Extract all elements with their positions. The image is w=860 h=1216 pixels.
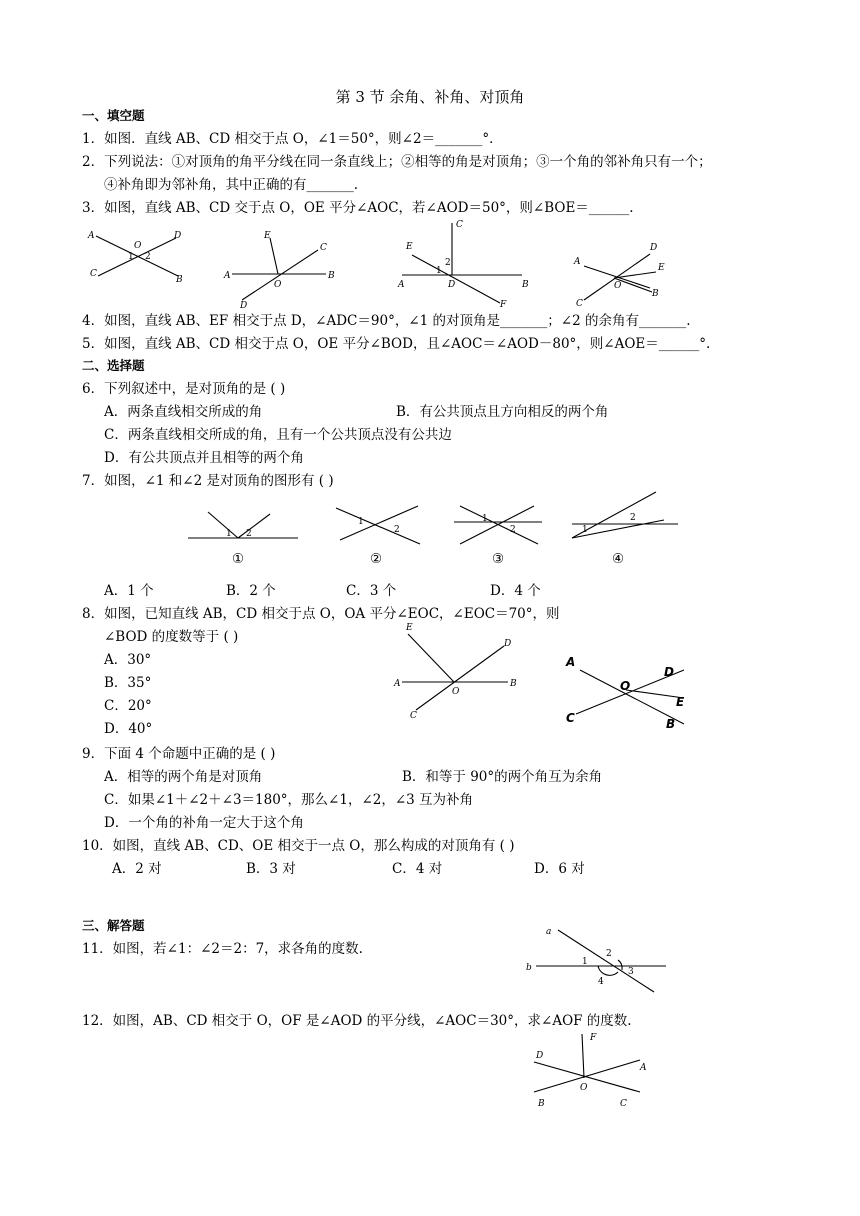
svg-text:F: F (500, 300, 507, 310)
q8-option-b: B．35° (104, 675, 152, 691)
svg-text:A: A (394, 679, 401, 689)
svg-text:D: D (448, 280, 456, 290)
q1-text: 1．如图．直线 AB、CD 相交于点 O，∠1＝50°，则∠2＝_______°． (82, 131, 503, 147)
svg-text:1: 1 (358, 517, 364, 527)
svg-text:C: C (320, 243, 327, 253)
svg-text:A: A (640, 1063, 647, 1073)
svg-text:2: 2 (630, 513, 636, 523)
svg-text:A: A (224, 271, 231, 281)
svg-text:2: 2 (145, 252, 151, 262)
q8-text: 8．如图，已知直线 AB，CD 相交于点 O，OA 平分∠EOC，∠EOC＝70°，则 (82, 606, 560, 622)
svg-text:2: 2 (246, 529, 252, 539)
svg-text:C: C (576, 299, 583, 309)
q6-option-c: C．两条直线相交所成的角，且有一个公共顶点没有公共边 (104, 427, 452, 443)
page-title: 第 3 节 余角、补角、对顶角 (335, 88, 525, 106)
svg-text:4: 4 (598, 977, 604, 987)
q10-option-d: D．6 对 (534, 861, 585, 877)
q10-option-a: A．2 对 (112, 861, 162, 877)
figure-q1 (84, 228, 194, 288)
q2-text: 2．下列说法：①对顶角的角平分线在同一条直线上；②相等的角是对顶角；③一个角的邻补角只有一个； (82, 154, 712, 170)
figure-q4 (396, 217, 536, 310)
svg-text:E: E (676, 695, 685, 709)
svg-text:C: C (90, 269, 97, 279)
svg-text:3: 3 (628, 967, 634, 977)
q9-option-c: C．如果∠1＋∠2＋∠3＝180°，那么∠1，∠2，∠3 互为补角 (104, 792, 474, 808)
figure-label-1: ① (232, 551, 245, 567)
svg-text:C: C (456, 220, 463, 230)
svg-text:C: C (620, 1099, 627, 1109)
svg-text:b: b (526, 963, 532, 973)
svg-text:O: O (620, 679, 631, 693)
svg-text:D: D (650, 243, 658, 253)
figure-q5 (570, 236, 680, 316)
svg-text:1: 1 (436, 266, 442, 276)
svg-text:O: O (614, 281, 622, 291)
q2-text-cont: ④补角即为邻补角，其中正确的有_______. (104, 177, 359, 193)
svg-text:A: A (574, 257, 581, 267)
figure-q7-4 (568, 490, 688, 540)
svg-text:B: B (666, 717, 676, 731)
section-choice: 二、选择题 (82, 358, 145, 373)
svg-text:A: A (88, 231, 95, 241)
svg-text:B: B (510, 679, 517, 689)
svg-text:1: 1 (582, 957, 588, 967)
q7-option-d: D．4 个 (490, 583, 541, 599)
q4-text: 4．如图，直线 AB、EF 相交于点 D，∠ADC＝90°，∠1 的对顶角是_______；∠2 的余角有_______. (82, 313, 691, 329)
figure-q7-3 (452, 500, 552, 550)
q10-text: 10．如图，直线 AB、CD、OE 相交于一点 O，那么构成的对顶角有 ( ) (82, 838, 515, 854)
svg-text:O: O (274, 280, 282, 290)
figure-q10 (564, 650, 704, 740)
svg-text:D: D (240, 301, 248, 311)
q11-text: 11．如图，若∠1：∠2＝2：7，求各角的度数. (82, 941, 363, 957)
section-solve: 三、解答题 (82, 918, 145, 933)
figure-label-2: ② (370, 551, 383, 567)
svg-text:1: 1 (128, 252, 134, 262)
q5-text: 5．如图，直线 AB、CD 相交于点 O，OE 平分∠BOD，且∠AOC＝∠AOD－80°，则∠AOE＝______°. (82, 336, 711, 352)
figure-q11 (518, 920, 668, 1000)
svg-text:1: 1 (226, 529, 232, 539)
svg-text:D: D (664, 665, 674, 679)
svg-text:F: F (590, 1033, 597, 1043)
q9-option-b: B．和等于 90°的两个角互为余角 (402, 769, 603, 785)
svg-text:B: B (522, 280, 529, 290)
q6-text: 6．下列叙述中，是对顶角的是 ( ) (82, 381, 286, 397)
svg-text:D: D (504, 639, 512, 649)
svg-text:O: O (452, 687, 460, 697)
svg-text:B: B (652, 289, 659, 299)
svg-text:E: E (658, 263, 665, 273)
figure-q3 (222, 228, 352, 311)
svg-text:O: O (580, 1083, 588, 1093)
q8-text-cont: ∠BOD 的度数等于 ( ) (104, 629, 239, 645)
q6-option-d: D．有公共顶点并且相等的两个角 (104, 450, 304, 466)
figure-q8 (392, 620, 532, 720)
q12-text: 12．如图，AB、CD 相交于 O，OF 是∠AOD 的平分线，∠AOC＝30°，求∠AOF 的度数. (82, 1013, 632, 1029)
figure-q7-2 (330, 500, 430, 550)
q7-text: 7．如图，∠1 和∠2 是对顶角的图形有 ( ) (82, 473, 334, 489)
q9-option-d: D．一个角的补角一定大于这个角 (104, 815, 304, 831)
figure-label-3: ③ (492, 551, 505, 567)
svg-text:E: E (406, 623, 413, 633)
svg-text:B: B (176, 275, 183, 285)
q9-text: 9．下面 4 个命题中正确的是 ( ) (82, 746, 276, 762)
svg-text:B: B (538, 1099, 545, 1109)
section-fill-blank: 一、填空题 (82, 108, 145, 123)
svg-text:A: A (566, 655, 576, 669)
svg-text:2: 2 (394, 525, 400, 535)
svg-text:A: A (398, 280, 405, 290)
svg-text:1: 1 (482, 514, 488, 524)
svg-text:2: 2 (445, 258, 451, 268)
svg-text:C: C (410, 711, 417, 721)
q10-option-b: B．3 对 (246, 861, 296, 877)
q7-option-a: A．1 个 (104, 583, 154, 599)
q10-option-c: C．4 对 (392, 861, 443, 877)
svg-text:1: 1 (582, 525, 588, 535)
q3-text: 3．如图，直线 AB、CD 交于点 O，OE 平分∠AOC，若∠AOD＝50°，则∠BOE＝______. (82, 200, 634, 216)
svg-text:O: O (134, 241, 142, 251)
svg-text:a: a (546, 927, 552, 937)
q7-option-b: B．2 个 (226, 583, 276, 599)
q9-option-a: A．相等的两个角是对顶角 (104, 769, 263, 785)
svg-text:B: B (328, 271, 335, 281)
q6-option-b: B．有公共顶点且方向相反的两个角 (396, 404, 609, 420)
figure-q7-1 (186, 502, 306, 552)
svg-text:E: E (264, 231, 271, 241)
q6-option-a: A．两条直线相交所成的角 (104, 404, 263, 420)
svg-text:D: D (536, 1051, 544, 1061)
q7-option-c: C．3 个 (346, 583, 397, 599)
q8-option-a: A．30° (104, 652, 152, 668)
figure-label-4: ④ (612, 551, 625, 567)
q8-option-c: C．20° (104, 698, 152, 714)
svg-text:2: 2 (510, 525, 516, 535)
figure-q12 (530, 1030, 680, 1120)
svg-text:E: E (406, 242, 413, 252)
svg-text:D: D (174, 231, 182, 241)
svg-text:2: 2 (606, 949, 612, 959)
q8-option-d: D．40° (104, 721, 153, 737)
svg-text:C: C (566, 711, 575, 725)
